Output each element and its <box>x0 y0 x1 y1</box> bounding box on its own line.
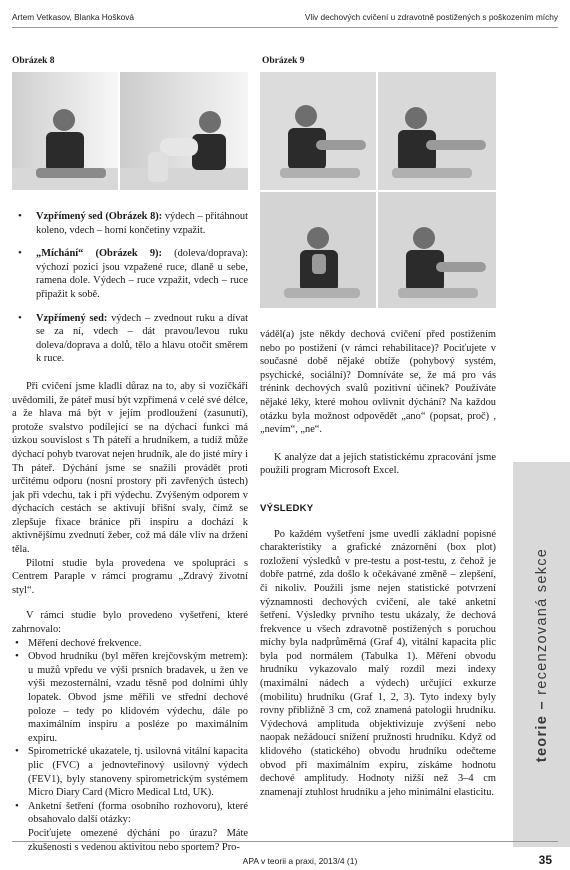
running-header <box>12 12 558 26</box>
paragraph: K analýze dat a jejich statistickému zpracování jsme použili program Microsoft Excel. <box>260 451 496 477</box>
list-item: • Měření dechové frekvence. <box>12 637 248 651</box>
paragraph: Pilotní studie byla provedena ve spolupráci s Centrem Paraple v rámci programu „Zdravý životní styl“. <box>12 557 248 596</box>
footer-divider <box>12 841 558 842</box>
figure-9-photo-3 <box>260 192 376 308</box>
exercise-list <box>12 210 248 366</box>
page-number: 35 <box>538 853 552 867</box>
exercise-item: • „Míchání“ (Obrázek 9): (doleva/doprava): výchozí pozici jsou vzpažené ruce, dlaně u sebe, ramena dole. Výdech – ruce vzpažit, vdech – ruce připažit k sobě. <box>12 247 248 301</box>
header-authors: Artem Vetkasov, Blanka Hošková <box>12 12 135 22</box>
figure-9-photo-4 <box>378 192 496 308</box>
paragraph: Při cvičení jsme kladli důraz na to, aby si vozíčkáři uvědomili, že páteř musí být vzpřímená v celé své délce, a že hlava má být v jejím prodloužení (zasunutí), protože svalstvo podílející se na dýchací funkci má úzkou souvislost s Th páteří a hrudníkem, a tudíž může dýchací pohyb tvarovat nejen hrudník, ale do jisté míry i Th páteř. Dýchání jsme se snažili provádět proti určitému odporu (nosní prostory při zavřených ústech) jak při vdechu, tak i při výdechu. Zvýšeným odporem v dýchacích cestách se aktivují břišní svaly, čímž se zlepšuje fixace bránice při inspiru a dochází k aktivnějšímu zvednutí žeber, což má dále vliv na držení těla. <box>12 380 248 556</box>
list-item: • Spirometrické ukazatele, tj. usilovná vitální kapacita plic (FVC) a jednovteřinový usilovný výdech (FEV1), byly stanoveny spirometrickým systémem Micro Diary Card (Micro Medical Ltd, UK). <box>12 745 248 799</box>
figure-8-label: Obrázek 8 <box>12 56 55 66</box>
figure-8-photo-1 <box>12 72 118 190</box>
list-item: • Obvod hrudníku (byl měřen krejčovským metrem): u mužů vpředu ve výši prsních bradavek, u žen ve výši mezosternální, vzadu těsně pod dolními úhly lopatek. Obvod jsme měřili ve střední dechové poloze – tedy po klidovém výdechu, dále po maximálním inspiru a posléze po maximálním expiru. <box>12 650 248 745</box>
footer-journal: APA v teorii a praxi, 2013/4 (1) <box>242 856 358 866</box>
paragraph: Po každém vyšetření jsme uvedli základní popisné charakteristiky a grafické znázornění (box plot) rozložení výsledků v pre-testu a post-testu, z čehož je dobře patrné, zda došlo k očekávané změně – zlepšení, či nikoliv. Použili jsme nejen statistické potvrzení významnosti dechových cvičení, ale také anketní šetření. Výsledky prvního testu ukázaly, že dechová frekvence u všech zdravotně postižených s poruchou míchy byla nadprůměrná (Graf 4), vitální kapacita plic byla pod normálem (Tabulka 1). Měření obvodu hrudníku vykazovalo malý rozdíl mezi indexy (maximální nádech a výdech) určující exkurze (mobilitu) hrudníku (Graf 1, 2, 3). Tyto indexy byly rovny přibližně 3 cm, což znamená patologii hrudníku. Výdechová amplituda objektivizuje zvýšení nebo naopak nežádoucí snížení pružnosti hrudníku. Když od klidového (statického) obvodu hrudníku odečteme obvod při maximálním expiru, získáme hodnotu dechové amplitudy. Hodnoty nižší než 3–4 cm znamenají ztuhlost hrudníku a jeho minimální elasticitu. <box>260 528 496 798</box>
exercise-item: • Vzpřímený sed (Obrázek 8): výdech – přitáhnout koleno, vdech – horní končetiny vzpažit. <box>12 210 248 237</box>
figure-9-photo-2 <box>378 72 496 190</box>
examination-list <box>12 637 248 827</box>
right-column <box>260 328 496 799</box>
paragraph: V rámci studie bylo provedeno vyšetření, které zahrnovalo: <box>12 610 248 636</box>
paragraph: váděl(a) jste někdy dechová cvičení před postižením nebo po postižení (v rámci rehabilitace)? Pociťujete v současné době nějaké obtíže (pohybový systém, psychické, sociální)? Domníváte se, že má pro vás trénink dechových svalů pozitivní účinek? Používáte nějaké léky, které mohou ovlivnit dýchání? Na každou otázku byla možnost odpovědět „ano“ (popsat, proč) , „nevím“, „ne“. <box>260 329 496 436</box>
figure-9-photo-1 <box>260 72 376 190</box>
header-title: Vliv dechových cvičení u zdravotně postižených s poškozením míchy <box>304 12 558 22</box>
left-column <box>12 210 248 854</box>
section-side-tab <box>513 462 570 847</box>
section-title: VÝSLEDKY <box>260 502 314 514</box>
exercise-item: • Vzpřímený sed: výdech – zvednout ruku a dívat se za ní, vdech – dát pravou/levou ruku doleva/doprava a dolů, tělo a hlavu otočit směrem k ruce. <box>12 312 248 366</box>
figure-8-photo-2 <box>120 72 248 190</box>
paragraph: Pociťujete omezené dýchání po úrazu? Máte zkušenosti s vedenou aktivitou nebo sportem? Pro- <box>28 827 248 853</box>
list-item: • Anketní šetření (forma osobního rozhovoru), které obsahovalo další otázky: <box>12 800 248 827</box>
side-tab-label: teorie – recenzovaná sekce <box>533 547 550 762</box>
header-divider <box>12 27 558 28</box>
figure-9-label: Obrázek 9 <box>262 56 305 66</box>
